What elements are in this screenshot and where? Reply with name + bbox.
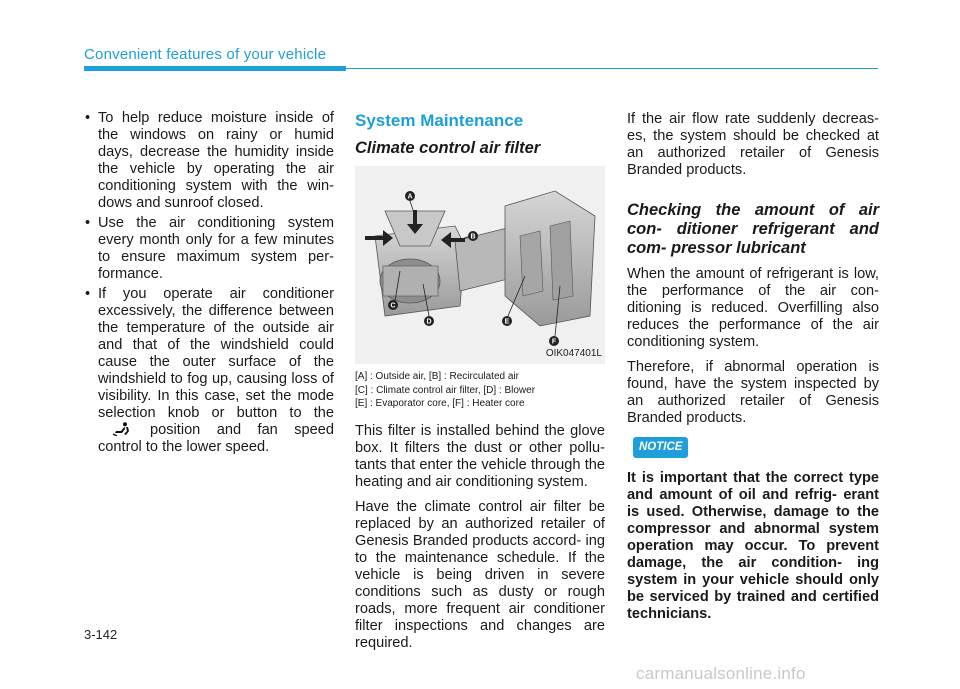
list-item <box>84 286 334 456</box>
bullet-text: If you operate air conditioner excessively, the difference between the temperature of the outside air and that of the windshield could cause the outer surface of the windshield to fog up, causing loss of visibility. In this case, set the mode selection knob or button to the <box>98 286 334 421</box>
header-accent-bar <box>84 66 346 71</box>
figure-label: D <box>426 318 432 326</box>
watermark: carmanualsonline.info <box>636 664 806 683</box>
figure-label: C <box>390 302 396 310</box>
middle-column <box>355 110 605 660</box>
subsection-heading: Checking the amount of air con- ditioner refrigerant and com- pressor lubricant <box>627 201 879 257</box>
figure-label: E <box>504 318 510 326</box>
air-filter-diagram <box>355 166 605 364</box>
body-paragraph: This filter is installed behind the glove box. It filters the dust or other pollu- tants that enter the vehicle through the heating and air conditioning system. <box>355 422 605 490</box>
list-item: • Use the air conditioning system every month only for a few minutes to ensure maximum system per- formance. <box>84 215 334 283</box>
caption-line: [C] : Climate control air filter, [D] : Blower <box>355 384 536 396</box>
figure-label: A <box>407 193 413 201</box>
caption-line: [A] : Outside air, [B] : Recirculated air <box>355 371 519 382</box>
body-paragraph: When the amount of refrigerant is low, the performance of the air con- ditioning is reduced. Overfilling also reduces the performance of the air conditioning system. <box>627 266 879 350</box>
left-column <box>84 110 334 459</box>
figure-label: F <box>551 338 557 346</box>
section-header: Convenient features of your vehicle <box>84 46 327 63</box>
page-number: 3-142 <box>84 627 118 642</box>
bullet-text-end: position and fan speed control to the lower speed. <box>98 422 334 455</box>
subsection-heading: Climate control air filter <box>355 139 541 157</box>
caption-line: [E] : Evaporator core, [F] : Heater core <box>355 398 525 409</box>
figure-label: B <box>470 233 476 241</box>
body-paragraph: Therefore, if abnormal operation is found, have the system inspected by an authorized retailer of Genesis Branded products. <box>627 359 879 426</box>
floor-mode-icon <box>112 422 132 436</box>
figure-caption <box>355 370 605 411</box>
list-item: • To help reduce moisture inside of the windows on rainy or humid days, decrease the humidity inside the vehicle by operating the air conditioning system with the win- dows and sunroof closed. <box>84 110 334 212</box>
body-paragraph: Have the climate control air filter be replaced by an authorized retailer of Genesis Branded products accord- ing to the maintenance schedule. If the vehicle is being driven in severe conditions such as dusty or rough roads, more frequent air conditioner filter inspections and changes are required. <box>355 498 605 651</box>
notice-text: It is important that the correct type and amount of oil and refrig- erant is used. Otherwise, damage to the compressor and abnormal system operation may occur. To prevent damage, the air condition- ing system in your vehicle should only be serviced by trained and certified technicians. <box>627 470 879 622</box>
notice-badge: NOTICE <box>633 437 688 458</box>
tips-list <box>84 110 334 456</box>
hvac-illustration <box>355 166 605 364</box>
right-column <box>627 111 879 631</box>
header-rule <box>346 68 878 69</box>
body-paragraph: If the air flow rate suddenly decreas- es, the system should be checked at an authorized retailer of Genesis Branded products. <box>627 111 879 178</box>
figure-code: OIK047401L <box>545 348 602 359</box>
section-heading: System Maintenance <box>355 111 524 130</box>
